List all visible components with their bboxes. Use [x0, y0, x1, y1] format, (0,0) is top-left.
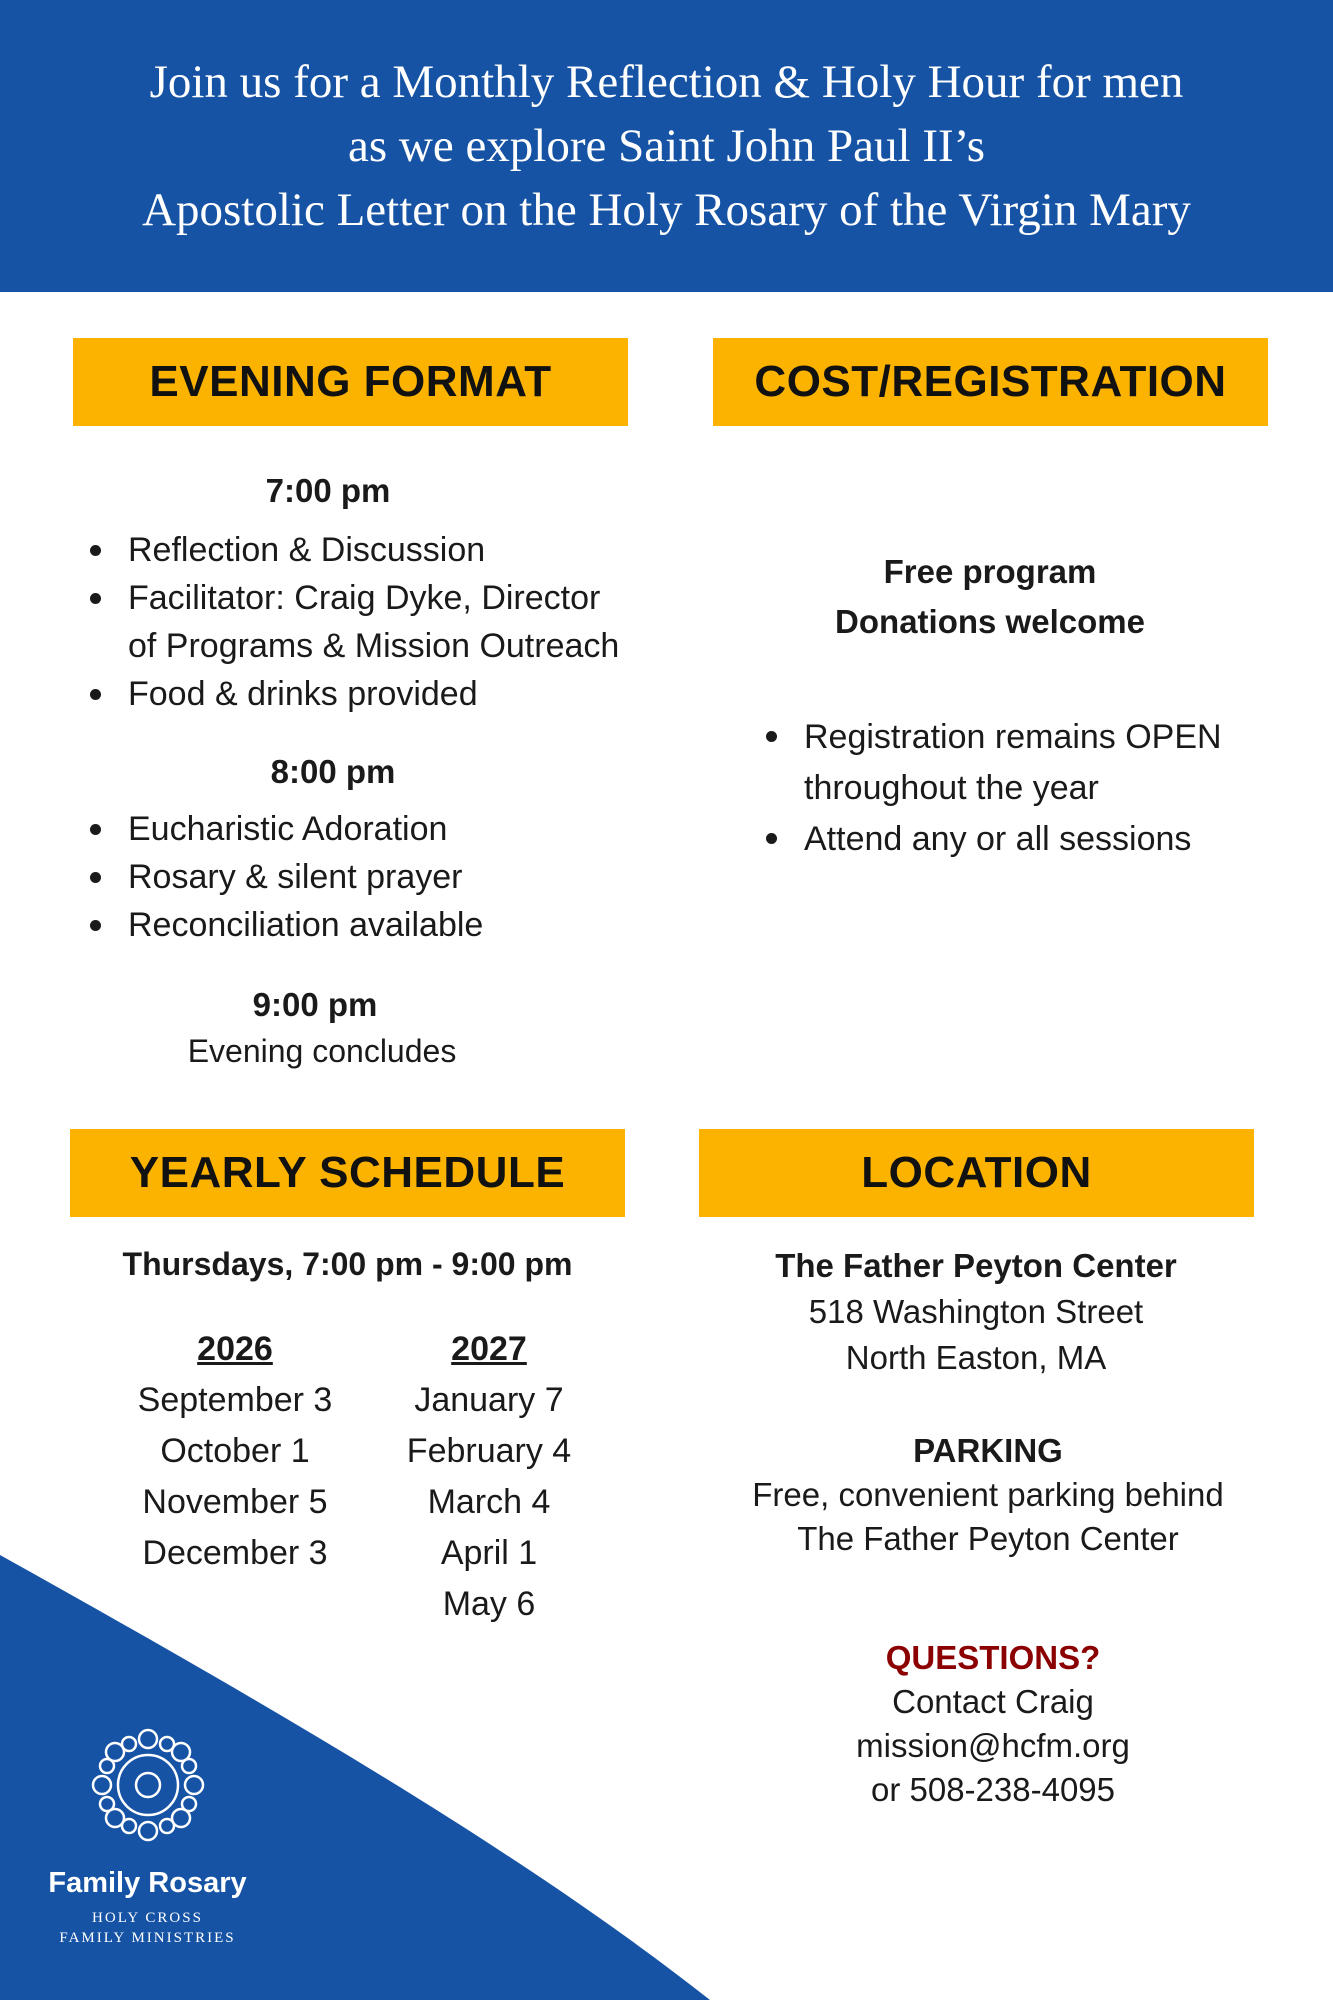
- schedule-subtitle: Thursdays, 7:00 pm - 9:00 pm: [122, 1246, 573, 1282]
- date-item: April 1: [440, 1534, 538, 1572]
- street-address: 518 Washington Street: [808, 1293, 1144, 1330]
- date-item: November 5: [142, 1483, 328, 1521]
- evening-format-heading: EVENING FORMAT: [73, 338, 628, 426]
- header-line-2: as we explore Saint John Paul II’s: [347, 120, 985, 172]
- time-8pm: 8:00 pm: [270, 753, 396, 790]
- location-address: [726, 1243, 1226, 1381]
- facilitator-text: Facilitator: Craig Dyke, Director: [128, 579, 601, 617]
- contact-phone[interactable]: or 508-238-4095: [870, 1771, 1116, 1808]
- list-item: Reflection & Discussion: [82, 526, 619, 574]
- list-item: Rosary & silent prayer: [82, 853, 483, 901]
- date-item: January 7: [414, 1381, 564, 1419]
- logo-sub-1: HOLY CROSS: [92, 1910, 203, 1926]
- date-item: December 3: [142, 1534, 328, 1572]
- list-item: [758, 712, 1222, 814]
- parking-heading: PARKING: [913, 1432, 1063, 1469]
- cost-registration-heading: COST/REGISTRATION: [713, 338, 1268, 426]
- registration-list: [758, 712, 1222, 865]
- date-item: September 3: [137, 1381, 333, 1419]
- registration-open: Registration remains OPEN: [804, 718, 1222, 756]
- list-item: Attend any or all sessions: [758, 814, 1222, 865]
- logo-sub-2: FAMILY MINISTRIES: [59, 1930, 236, 1946]
- time-7pm: 7:00 pm: [265, 472, 391, 509]
- parking-line-2: The Father Peyton Center: [797, 1520, 1179, 1557]
- registration-open-cont: throughout the year: [804, 769, 1099, 807]
- family-rosary-logo: [40, 1725, 255, 1948]
- time-9pm: 9:00 pm: [252, 986, 378, 1023]
- donations-welcome: Donations welcome: [835, 603, 1145, 640]
- block1-list: [82, 526, 619, 718]
- list-item: Food & drinks provided: [82, 670, 619, 718]
- questions-info: [743, 1636, 1243, 1812]
- rosary-wreath-icon: [88, 1725, 208, 1845]
- date-item: May 6: [442, 1585, 536, 1623]
- parking-line-1: Free, convenient parking behind: [752, 1476, 1224, 1513]
- logo-name: Family Rosary: [48, 1867, 247, 1899]
- date-item: October 1: [160, 1432, 310, 1470]
- header-line-3: Apostolic Letter on the Holy Rosary of the Virgin Mary: [142, 184, 1191, 236]
- facilitator-text-cont: of Programs & Mission Outreach: [128, 627, 620, 665]
- contact-name: Contact Craig: [892, 1683, 1094, 1720]
- year-2027: 2027: [451, 1330, 527, 1368]
- cost-summary: [790, 547, 1190, 647]
- header-line-1: Join us for a Monthly Reflection & Holy Hour for men: [149, 56, 1184, 108]
- year-2026: 2026: [197, 1330, 273, 1368]
- date-item: February 4: [406, 1432, 572, 1470]
- city: North Easton, MA: [845, 1339, 1107, 1376]
- list-item: [82, 574, 619, 670]
- evening-concludes: Evening concludes: [187, 1033, 457, 1069]
- location-heading: LOCATION: [699, 1129, 1254, 1217]
- yearly-schedule-heading: YEARLY SCHEDULE: [70, 1129, 625, 1217]
- venue-name: The Father Peyton Center: [775, 1247, 1177, 1284]
- questions-heading: QUESTIONS?: [885, 1639, 1101, 1676]
- block2-list: [82, 805, 483, 949]
- free-program: Free program: [883, 553, 1097, 590]
- list-item: Reconciliation available: [82, 901, 483, 949]
- schedule-column-2026: [115, 1324, 355, 1579]
- parking-info: [728, 1429, 1248, 1561]
- list-item: Eucharistic Adoration: [82, 805, 483, 853]
- contact-email[interactable]: mission@hcfm.org: [856, 1727, 1130, 1764]
- date-item: March 4: [427, 1483, 551, 1521]
- schedule-column-2027: [380, 1324, 598, 1630]
- header-banner: [0, 0, 1333, 292]
